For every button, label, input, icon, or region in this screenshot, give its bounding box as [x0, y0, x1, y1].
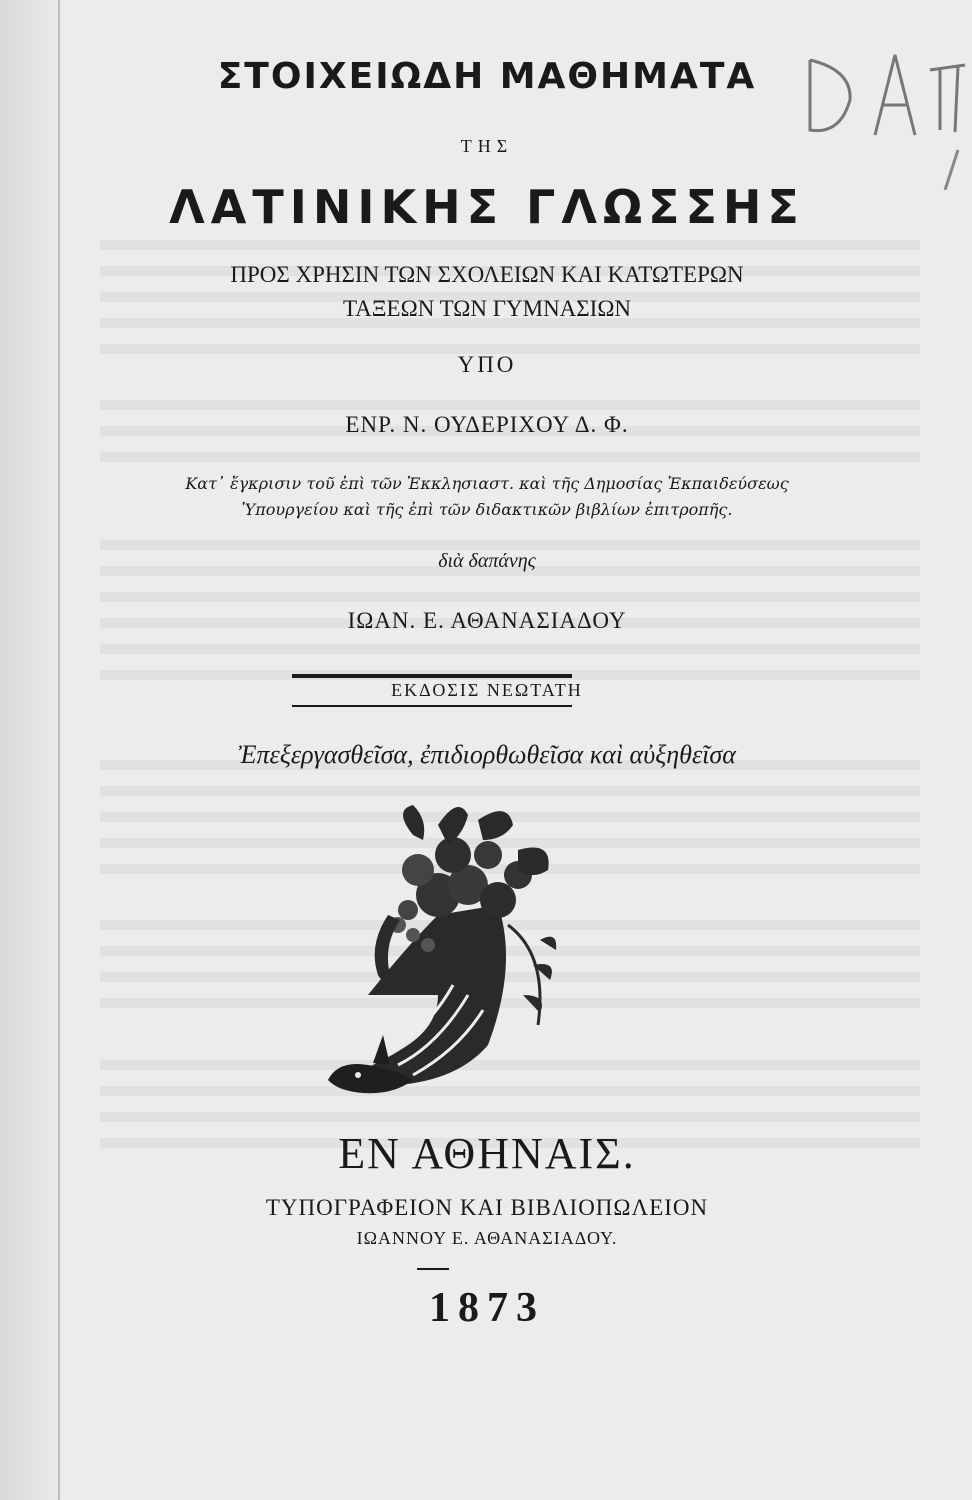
bleed-through [100, 400, 920, 410]
bleed-through [100, 644, 920, 654]
publisher-name: ΙΩΑΝ. Ε. ΑΘΑΝΑΣΙΑΔΟΥ [347, 608, 627, 633]
bleed-through [100, 240, 920, 250]
year-rule [417, 1268, 449, 1270]
year: 1873 [429, 1285, 545, 1331]
expense-label: διὰ δαπάνης [438, 550, 536, 572]
book-spine-edge [0, 0, 58, 1500]
author: ΕΝΡ. Ν. ΟΥΔΕΡΙΧΟΥ Δ. Φ. [345, 412, 629, 437]
edition: ΕΚΔΟΣΙΣ ΝΕΩΤΑΤΗ [391, 680, 583, 700]
title-page [58, 0, 972, 1500]
place: ΕΝ ΑΘΗΝΑΙΣ. [338, 1129, 636, 1178]
purpose-line-1: ΠΡΟΣ ΧΡΗΣΙΝ ΤΩΝ ΣΧΟΛΕΙΩΝ ΚΑΙ ΚΑΤΩΤΕΡΩΝ [230, 262, 744, 287]
bleed-through [100, 592, 920, 602]
approval-line-1: Κατ᾽ ἔγκρισιν τοῦ ἐπὶ τῶν Ἐκκλησιαστ. καὶ τῆς Δημοσίας Ἐκπαιδεύσεως [185, 474, 789, 493]
bleed-through [100, 540, 920, 550]
approval-line-2: Ὑπουργείου καὶ τῆς ἐπὶ τῶν διδακτικῶν βιβλίων ἐπιτροπῆς. [241, 500, 733, 519]
by-label: ΥΠΟ [457, 352, 517, 377]
printer-line-2: ΙΩΑΝΝΟΥ Ε. ΑΘΑΝΑΣΙΑΔΟΥ. [356, 1228, 618, 1248]
printer-line-1: ΤΥΠΟΓΡΑΦΕΙΟΝ ΚΑΙ ΒΙΒΛΙΟΠΩΛΕΙΟΝ [265, 1195, 709, 1220]
revision-note: Ἐπεξεργασθεῖσα, ἐπιδιορθωθεῖσα καὶ αὐξηθεῖσα [238, 740, 736, 769]
edition-rule-bottom [292, 705, 572, 707]
title-article: ΤΗΣ [460, 136, 514, 156]
title-main: ΛΑΤΙΝΙΚΗΣ ΓΛΩΣΣΗΣ [169, 180, 805, 234]
edition-rule-top [292, 674, 572, 678]
cornucopia-ornament [318, 795, 578, 1115]
bleed-through [100, 452, 920, 462]
title-top: ΣΤΟΙΧΕΙΩΔΗ ΜΑΘΗΜΑΤΑ [217, 56, 757, 97]
purpose-line-2: ΤΑΞΕΩΝ ΤΩΝ ΓΥΜΝΑΣΙΩΝ [342, 296, 632, 321]
